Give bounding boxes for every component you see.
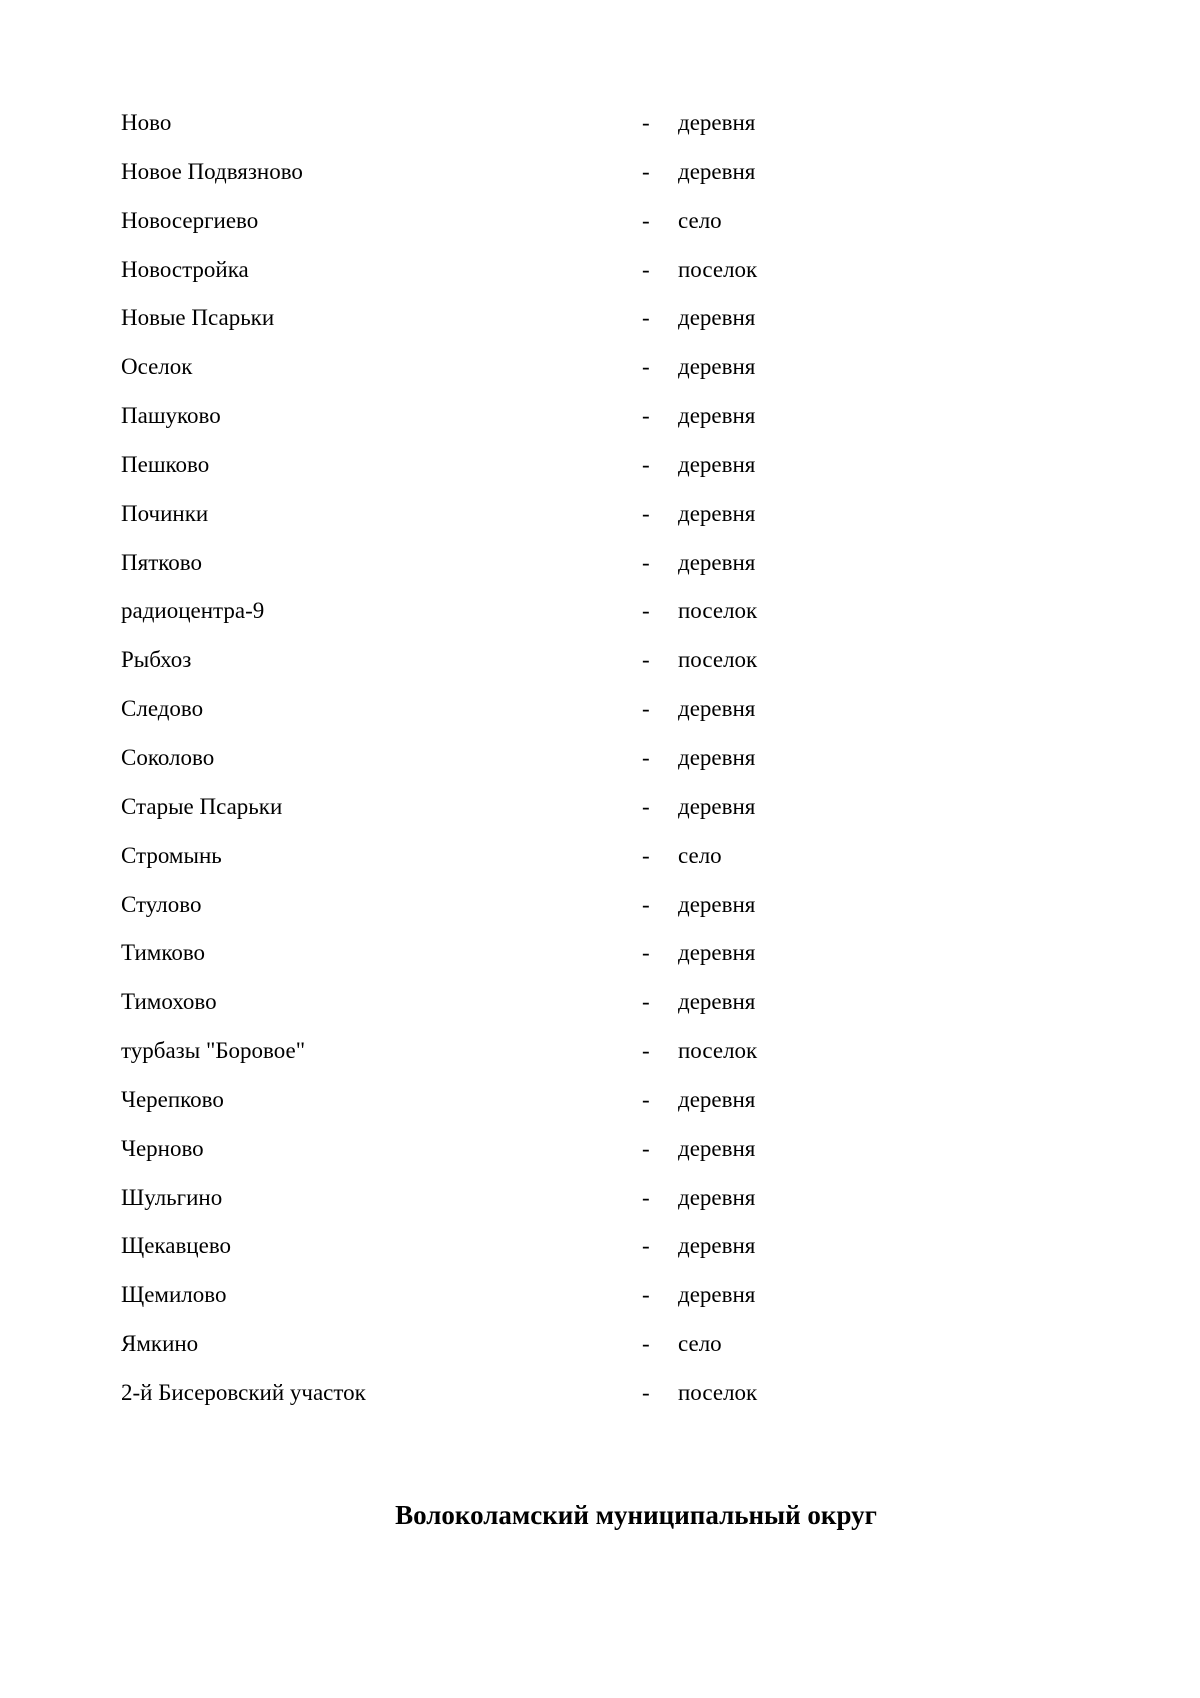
list-item bbox=[121, 499, 1021, 548]
settlement-name: Стромынь bbox=[121, 842, 222, 868]
settlement-type: деревня bbox=[678, 891, 756, 917]
settlement-type: деревня bbox=[678, 1282, 756, 1308]
list-item bbox=[121, 1329, 1021, 1378]
settlement-type: деревня bbox=[678, 744, 756, 770]
settlement-name: 2-й Бисеровский участок bbox=[121, 1379, 366, 1405]
settlement-type: село bbox=[678, 207, 722, 233]
settlement-name: радиоцентра-9 bbox=[121, 598, 265, 624]
settlement-name: Рыбхоз bbox=[121, 647, 192, 673]
separator-dash: - bbox=[642, 647, 650, 673]
settlement-name: Новое Подвязново bbox=[121, 158, 303, 184]
settlement-type: деревня bbox=[678, 158, 756, 184]
separator-dash: - bbox=[642, 549, 650, 575]
separator-dash: - bbox=[642, 1135, 650, 1161]
list-item bbox=[121, 303, 1021, 352]
settlement-type: деревня bbox=[678, 1233, 756, 1259]
settlement-name: Починки bbox=[121, 500, 209, 526]
separator-dash: - bbox=[642, 207, 650, 233]
list-item bbox=[121, 450, 1021, 499]
separator-dash: - bbox=[642, 842, 650, 868]
list-item bbox=[121, 645, 1021, 694]
settlement-type: поселок bbox=[678, 647, 758, 673]
settlement-type: поселок bbox=[678, 1038, 758, 1064]
settlement-name: Новостройка bbox=[121, 256, 249, 282]
separator-dash: - bbox=[642, 1086, 650, 1112]
separator-dash: - bbox=[642, 110, 650, 135]
settlement-type: деревня bbox=[678, 549, 756, 575]
list-item bbox=[121, 255, 1021, 304]
settlement-name: Старые Псарьки bbox=[121, 793, 283, 819]
settlement-type: деревня bbox=[678, 500, 756, 526]
settlement-name: Пешково bbox=[121, 451, 210, 477]
settlement-type: деревня bbox=[678, 354, 756, 380]
settlement-type: поселок bbox=[678, 256, 758, 282]
separator-dash: - bbox=[642, 891, 650, 917]
list-item bbox=[121, 938, 1021, 987]
settlement-type: деревня bbox=[678, 1184, 756, 1210]
settlement-type: деревня bbox=[678, 793, 756, 819]
list-item bbox=[121, 548, 1021, 597]
list-item bbox=[121, 1134, 1021, 1183]
settlement-name: Следово bbox=[121, 696, 204, 722]
settlement-name: Тимково bbox=[121, 940, 206, 966]
list-item bbox=[121, 352, 1021, 401]
settlement-name: Черепково bbox=[121, 1086, 224, 1112]
separator-dash: - bbox=[642, 1038, 650, 1064]
section-heading: Волоколамский муниципальный округ bbox=[395, 1500, 877, 1530]
settlement-name: Пашуково bbox=[121, 403, 221, 429]
separator-dash: - bbox=[642, 1379, 650, 1405]
settlement-type: село bbox=[678, 842, 722, 868]
settlement-name: Пятково bbox=[121, 549, 202, 575]
settlement-name: Тимохово bbox=[121, 989, 217, 1015]
separator-dash: - bbox=[642, 500, 650, 526]
list-item bbox=[121, 890, 1021, 939]
separator-dash: - bbox=[642, 451, 650, 477]
settlement-name: Новые Псарьки bbox=[121, 305, 275, 331]
list-item bbox=[121, 987, 1021, 1036]
settlement-type: деревня bbox=[678, 940, 756, 966]
separator-dash: - bbox=[642, 744, 650, 770]
separator-dash: - bbox=[642, 598, 650, 624]
separator-dash: - bbox=[642, 1331, 650, 1357]
separator-dash: - bbox=[642, 989, 650, 1015]
settlement-type: деревня bbox=[678, 451, 756, 477]
settlement-name: Оселок bbox=[121, 354, 193, 380]
settlement-type: деревня bbox=[678, 989, 756, 1015]
settlement-name: Шульгино bbox=[121, 1184, 223, 1210]
separator-dash: - bbox=[642, 1233, 650, 1259]
settlement-type: поселок bbox=[678, 598, 758, 624]
separator-dash: - bbox=[642, 696, 650, 722]
settlement-name: Ново bbox=[121, 110, 172, 135]
list-item bbox=[121, 108, 1021, 157]
list-item bbox=[121, 401, 1021, 450]
separator-dash: - bbox=[642, 1184, 650, 1210]
settlement-type: деревня bbox=[678, 1086, 756, 1112]
list-item bbox=[121, 841, 1021, 890]
settlement-type: село bbox=[678, 1331, 722, 1357]
list-item bbox=[121, 694, 1021, 743]
list-item bbox=[121, 1085, 1021, 1134]
list-item bbox=[121, 206, 1021, 255]
settlement-type: деревня bbox=[678, 696, 756, 722]
settlement-name: Соколово bbox=[121, 744, 215, 770]
separator-dash: - bbox=[642, 793, 650, 819]
settlement-name: турбазы "Боровое" bbox=[121, 1038, 306, 1064]
list-item bbox=[121, 743, 1021, 792]
settlement-list bbox=[121, 108, 1021, 1427]
list-item bbox=[121, 1280, 1021, 1329]
settlement-type: деревня bbox=[678, 305, 756, 331]
settlement-name: Стулово bbox=[121, 891, 202, 917]
separator-dash: - bbox=[642, 256, 650, 282]
settlement-name: Щекавцево bbox=[121, 1233, 232, 1259]
settlement-name: Ямкино bbox=[121, 1331, 199, 1357]
list-item bbox=[121, 792, 1021, 841]
separator-dash: - bbox=[642, 354, 650, 380]
separator-dash: - bbox=[642, 1282, 650, 1308]
list-item bbox=[121, 1231, 1021, 1280]
list-item bbox=[121, 157, 1021, 206]
list-item bbox=[121, 1183, 1021, 1232]
settlement-type: поселок bbox=[678, 1379, 758, 1405]
list-item bbox=[121, 1036, 1021, 1085]
list-item bbox=[121, 1378, 1021, 1427]
settlement-name: Черново bbox=[121, 1135, 204, 1161]
settlement-name: Новосергиево bbox=[121, 207, 259, 233]
settlement-type: деревня bbox=[678, 110, 756, 135]
separator-dash: - bbox=[642, 305, 650, 331]
separator-dash: - bbox=[642, 403, 650, 429]
settlement-type: деревня bbox=[678, 1135, 756, 1161]
separator-dash: - bbox=[642, 158, 650, 184]
list-item bbox=[121, 596, 1021, 645]
separator-dash: - bbox=[642, 940, 650, 966]
settlement-type: деревня bbox=[678, 403, 756, 429]
settlement-name: Щемилово bbox=[121, 1282, 227, 1308]
